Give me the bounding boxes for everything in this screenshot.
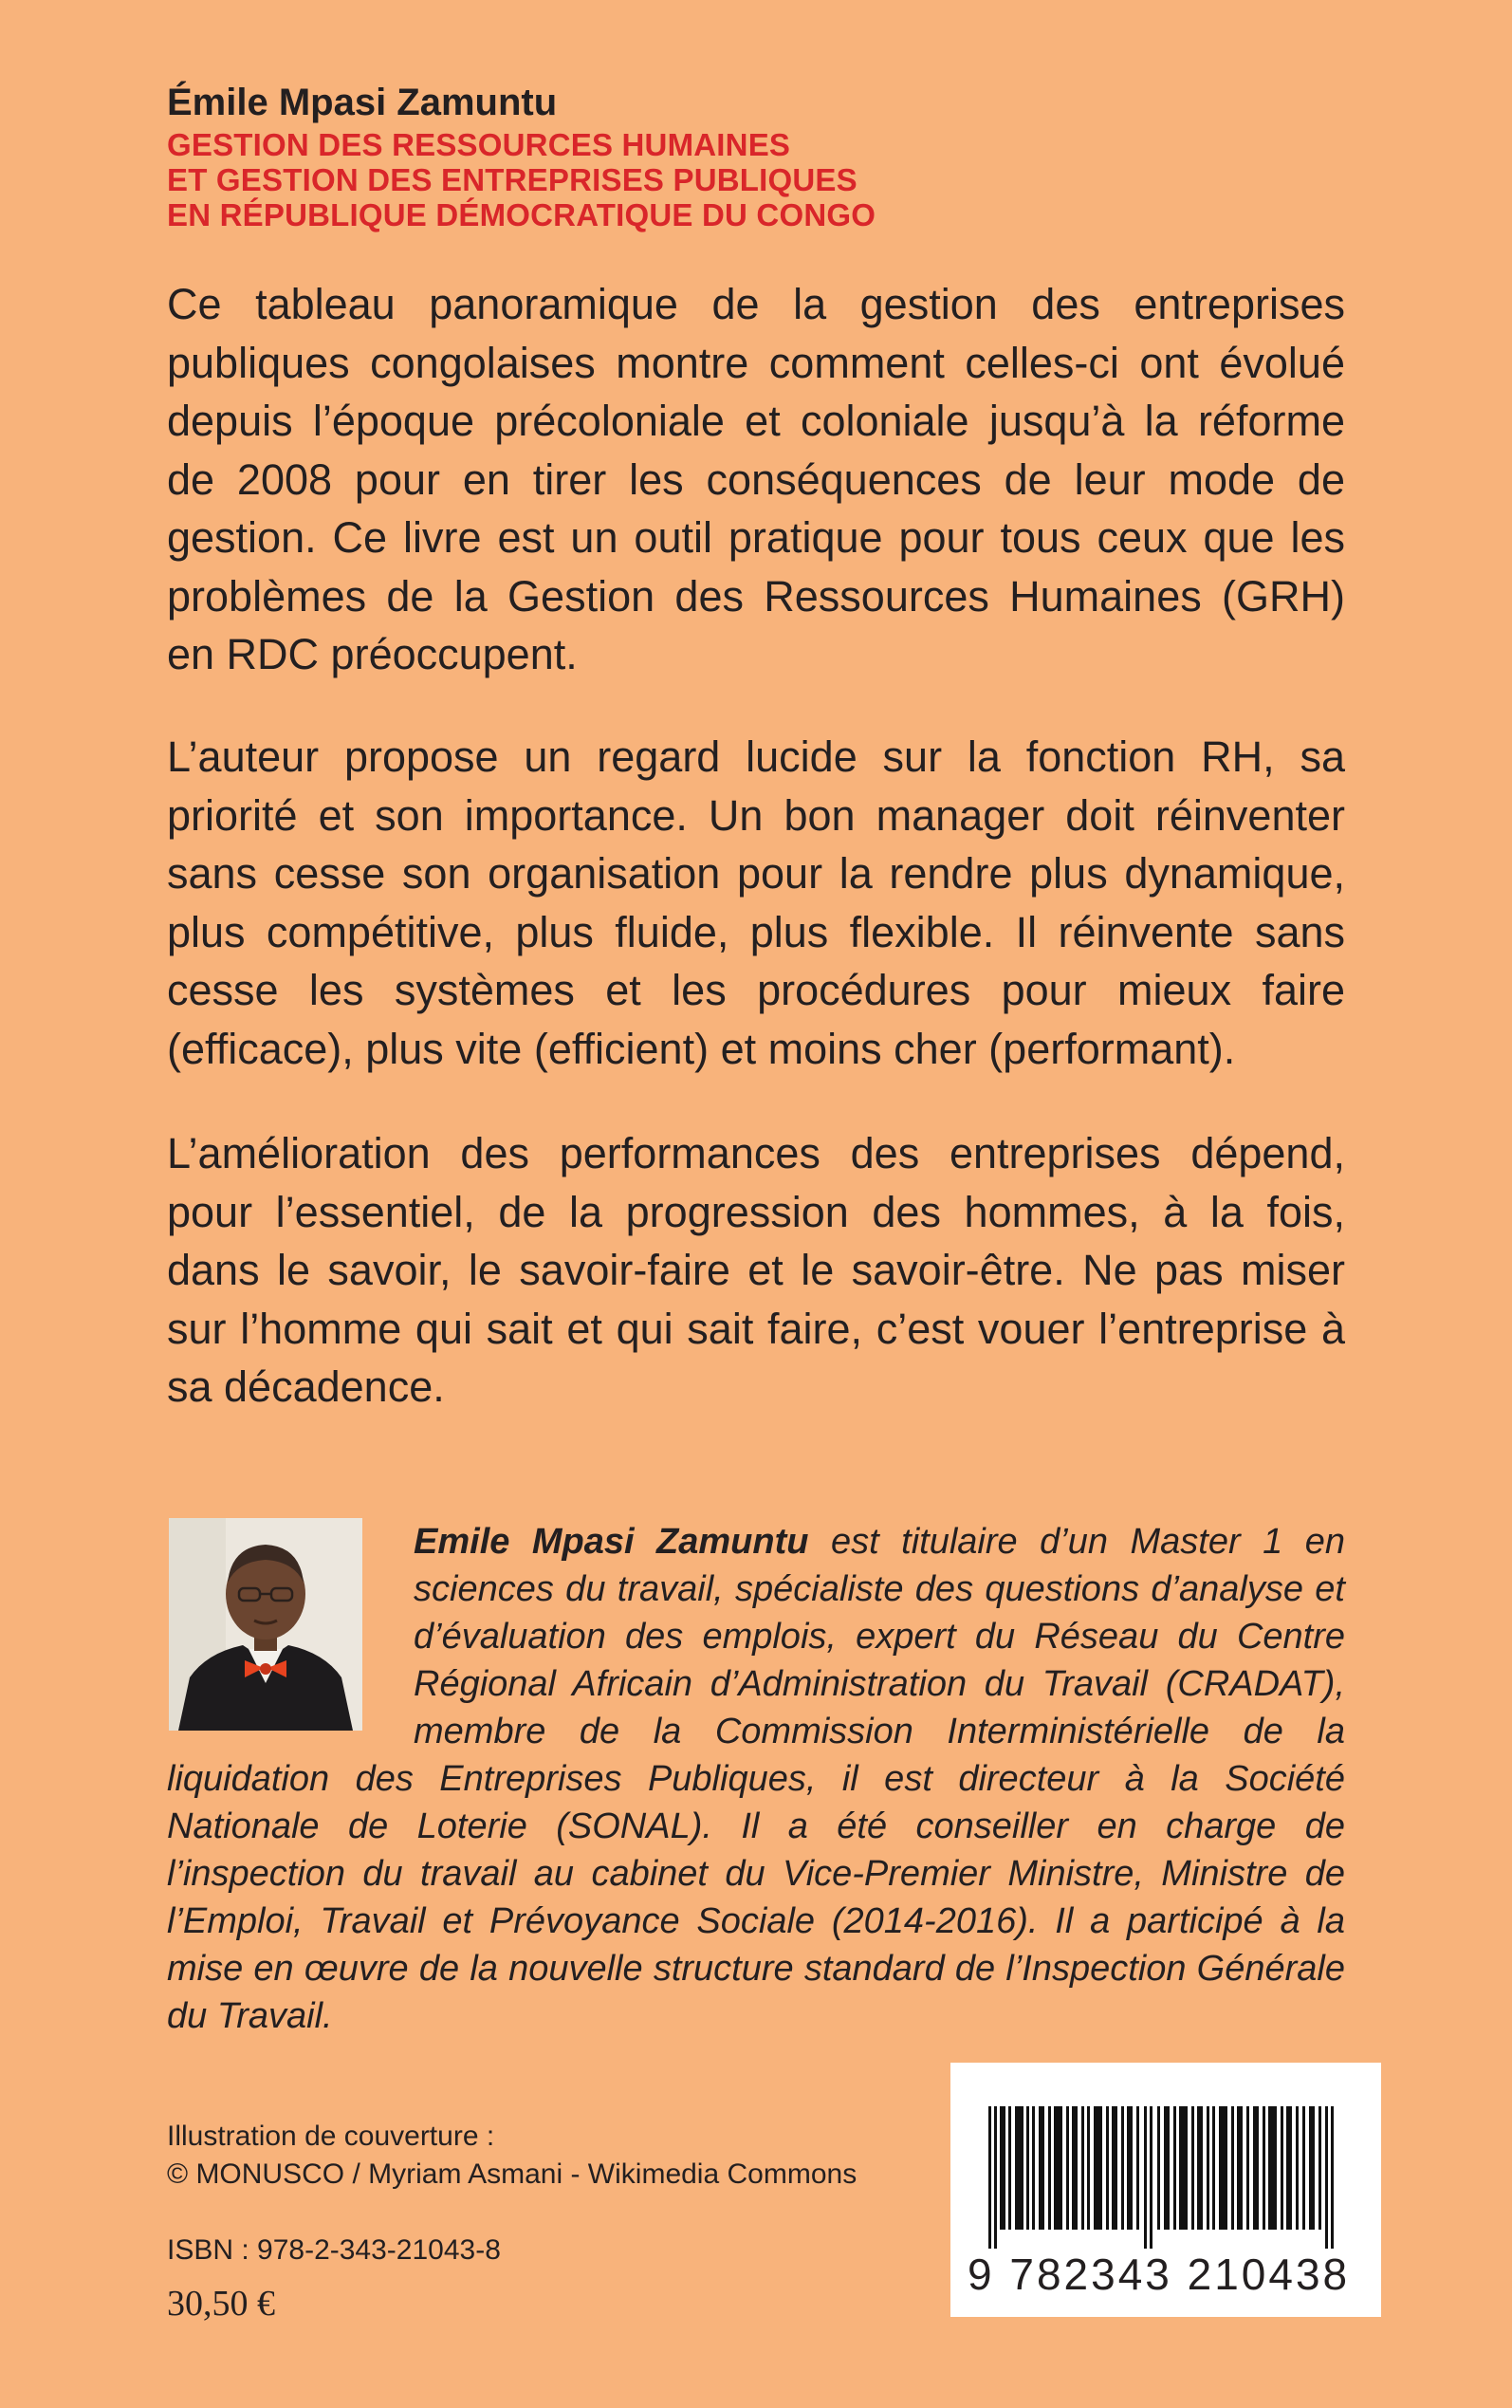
bio-author-name: Emile Mpasi Zamuntu bbox=[414, 1522, 809, 1562]
isbn: ISBN : 978-2-343-21043-8 bbox=[167, 2234, 501, 2266]
title-line-2: ET GESTION DES ENTREPRISES PUBLIQUES bbox=[167, 162, 857, 197]
barcode-icon bbox=[988, 2106, 1343, 2249]
barcode-panel bbox=[950, 2063, 1381, 2317]
credit-source: © MONUSCO / Myriam Asmani - Wikimedia Commons bbox=[167, 2158, 857, 2190]
author-bio bbox=[167, 1518, 1345, 2040]
credit-label: Illustration de couverture : bbox=[167, 2121, 495, 2152]
bio-text: est titulaire d’un Master 1 en sciences du travail, spécialiste des questions d’analyse et d’évaluation des emplois, expert du Réseau du Centre Régional Africain d’Administration du Travail (CRADAT), membre de la Commission Interministérielle de la liquidation des Entreprises Publiques, il est directeur à la Société Nationale de Loterie (SONAL). Il a été conseiller en charge de l’inspection du travail au cabinet du Vice-Premier Ministre, Ministre de l’Emploi, Travail et Prévoyance Sociale (2014-2016). Il a participé à la mise en œuvre de la nouvelle structure standard de l’Inspection Générale du Travail. bbox=[167, 1522, 1345, 2036]
price: 30,50 € bbox=[167, 2284, 275, 2324]
title-line-1: GESTION DES RESSOURCES HUMAINES bbox=[167, 127, 791, 162]
title-line-3: EN RÉPUBLIQUE DÉMOCRATIQUE DU CONGO bbox=[167, 197, 876, 232]
author-name: Émile Mpasi Zamuntu bbox=[167, 82, 558, 123]
cover-credit bbox=[167, 2118, 857, 2194]
barcode-digits: 9 782343 210438 bbox=[968, 2250, 1351, 2299]
summary-paragraph-3: L’amélioration des performances des entreprises dépend, pour l’essentiel, de la progression des hommes, à la fois, dans le savoir, le savoir-faire et le savoir-être. Ne pas miser sur l’homme qui sait et qui sait faire, c’est vouer l’entreprise à sa décadence. bbox=[167, 1129, 1345, 1411]
summary-paragraph-1: Ce tableau panoramique de la gestion des entreprises publiques congolaises montre comment celles-ci ont évolué depuis l’époque précoloniale et coloniale jusqu’à la réforme de 2008 pour en tirer les conséquences de leur mode de gestion. Ce livre est un outil pratique pour tous ceux que les problèmes de la Gestion des Ressources Humaines (GRH) en RDC préoccupent. bbox=[167, 280, 1345, 678]
photo-spacer bbox=[167, 1518, 414, 1750]
book-title bbox=[167, 127, 876, 232]
summary-paragraph-2: L’auteur propose un regard lucide sur la fonction RH, sa priorité et son importance. Un bon manager doit réinventer sans cesse son organisation pour la rendre plus dynamique, plus compétitive, plus fluide, plus flexible. Il réinvente sans cesse les systèmes et les procédures pour mieux faire (efficace), plus vite (efficient) et moins cher (performant). bbox=[167, 732, 1345, 1073]
